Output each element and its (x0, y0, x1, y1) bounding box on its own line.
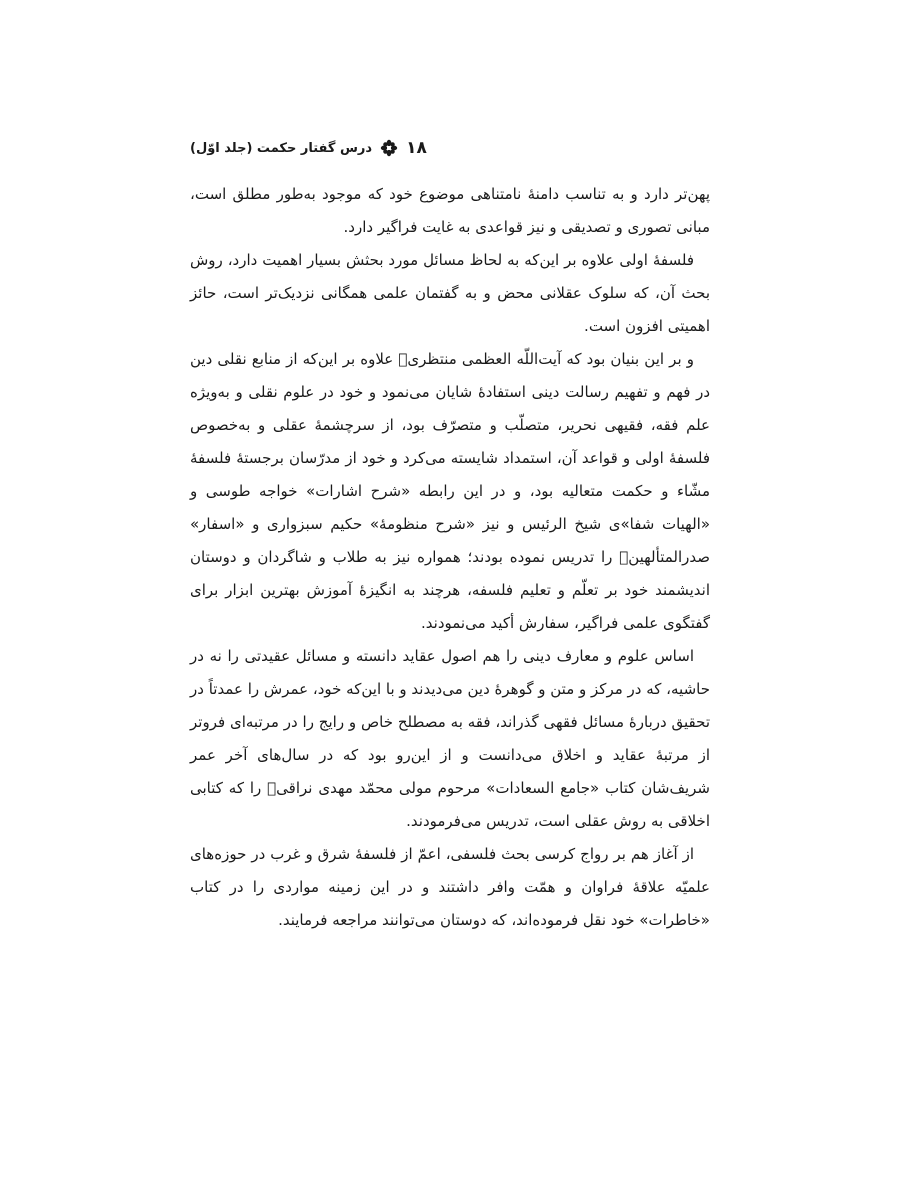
page-number: ۱۸ (406, 138, 427, 158)
running-header (190, 136, 710, 160)
paragraph: اساس علوم و معارف دینی را هم اصول عقاید دانسته و مسائل عقیدتی را نه در حاشیه، که در مرکز و متن و گوهرهٔ دین می‌دیدند و با این‌که خود، عمرش را عمدتاً در تحقیق دربارهٔ مسائل فقهی گذراند، فقه به مصطلح خاص و رایج را در مرتبه‌ای فروتر از مرتبهٔ عقاید و اخلاق می‌دانست و از این‌رو بود که در سال‌های آخر عمر شریف‌شان کتاب «جامع السعادات» مرحوم مولی محمّد مهدی نراقی﷫ را که کتابی اخلاقی به روش عقلی است، تدریس می‌فرمودند. (190, 647, 710, 830)
running-title: درس گفتار حکمت (جلد اوّل) (190, 140, 373, 156)
paragraph: و بر این بنیان بود که آیت‌اللّه العظمی منتظری﷫ علاوه بر این‌که از منابع نقلی دین در فهم و تفهیم رسالت دینی استفادهٔ شایان می‌نمود و خود در علوم نقلی و به‌ویژه علم فقه، فقیهی نحریر، متصلّب و متصرّف بود، از سرچشمهٔ عقلی و به‌خصوص فلسفهٔ اولی و قواعد آن، استمداد شایسته می‌کرد و خود از مدرّسان برجستهٔ فلسفهٔ مشّاء و حکمت متعالیه بود، و در این رابطه «شرح اشارات» خواجه طوسی و «الهیات شفا»ی شیخ الرئیس و نیز «شرح منظومهٔ» حکیم سبزواری و «اسفار» صدرالمتألهین﷫ را تدریس نموده بودند؛ همواره نیز به طلاب و شاگردان و دوستان اندیشمند خود بر تعلّم و تعلیم فلسفه، هرچند به انگیزهٔ آموزش بهترین ابزار برای گفتگوی علمی فراگیر، سفارش أکید می‌نمودند. (190, 350, 710, 632)
paragraph: از آغاز هم بر رواج کرسی بحث فلسفی، اعمّ از فلسفهٔ شرق و غرب در حوزه‌های علمیّه علاقهٔ فراوان و همّت وافر داشتند و در این زمینه مواردی را در کتاب «خاطرات» خود نقل فرموده‌اند، که دوستان می‌توانند مراجعه فرمایند. (190, 845, 710, 929)
header-row (190, 138, 427, 158)
flower-ornament-icon (380, 139, 398, 157)
paragraph: فلسفهٔ اولی علاوه بر این‌که به لحاظ مسائل مورد بحثش بسیار اهمیت دارد، روش بحث آن، که سلوک عقلانی محض و به گفتمان علمی همگانی نزدیک‌تر است، حائز اهمیتی افزون است. (190, 251, 710, 335)
body-text (190, 178, 710, 937)
paragraph: پهن‌تر دارد و به تناسب دامنهٔ نامتناهی موضوع خود که موجود به‌طور مطلق است، مبانی تصوری و تصدیقی و نیز قواعدی به غایت فراگیر دارد. (190, 185, 710, 236)
